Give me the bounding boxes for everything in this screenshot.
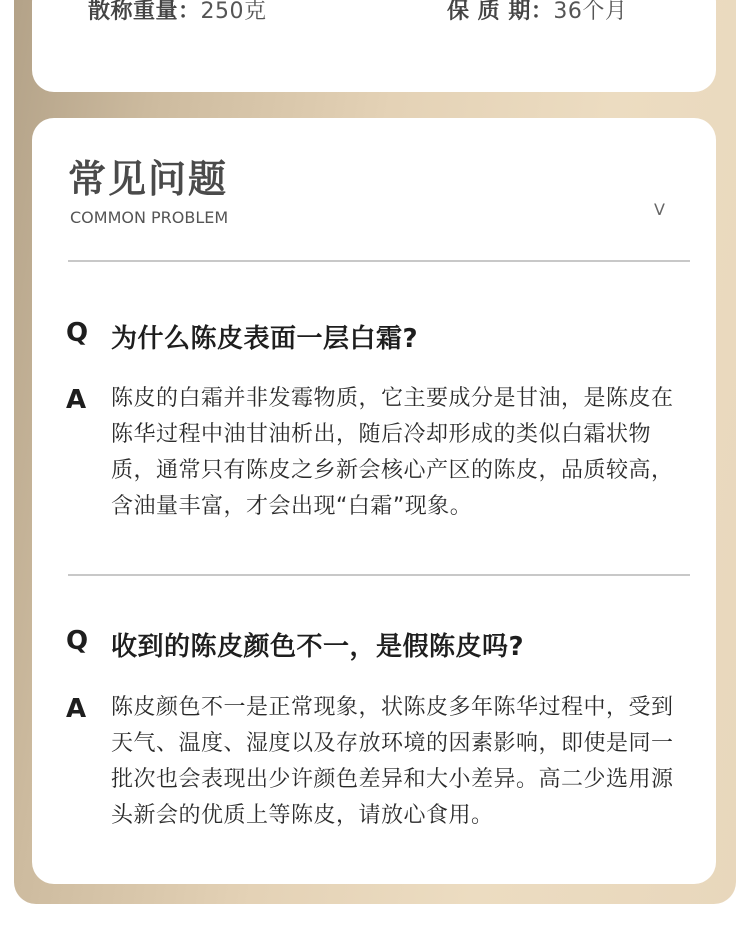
spec-shelf-life	[447, 0, 627, 25]
answer-marker: A	[66, 694, 87, 724]
question-marker: Q	[66, 626, 89, 656]
spec-shelf-label: 保 质 期：	[447, 0, 554, 24]
spec-weight-label: 散称重量：	[88, 0, 201, 24]
answer-marker: A	[66, 385, 87, 415]
spec-shelf-value: 36个月	[553, 0, 628, 24]
question-marker: Q	[66, 318, 89, 348]
faq-question: 收到的陈皮颜色不一，是假陈皮吗?	[111, 632, 525, 662]
spec-net-weight	[88, 0, 267, 25]
faq-answer: 陈皮的白霜并非发霉物质，它主要成分是甘油，是陈皮在陈华过程中油甘油析出，随后冷却形成的类似白霜状物质，通常只有陈皮之乡新会核心产区的陈皮，品质较高，含油量丰富，才会出现“白霜”现象。	[111, 386, 674, 519]
product-specs-card	[32, 0, 716, 92]
faq-subtitle: COMMON PROBLEM	[70, 208, 229, 227]
spec-weight-value: 250克	[200, 0, 267, 24]
faq-question: 为什么陈皮表面一层白霜?	[111, 324, 419, 354]
faq-answer: 陈皮颜色不一是正常现象，状陈皮多年陈华过程中，受到天气、温度、湿度以及存放环境的因素影响，即使是同一批次也会表现出少许颜色差异和大小差异。高二少选用源头新会的优质上等陈皮，请放心食用。	[111, 695, 674, 828]
faq-divider	[68, 260, 690, 262]
faq-divider	[68, 574, 690, 576]
faq-card	[32, 118, 716, 884]
faq-toggle-chevron[interactable]: V	[654, 200, 665, 219]
faq-title: 常见问题	[68, 156, 229, 201]
